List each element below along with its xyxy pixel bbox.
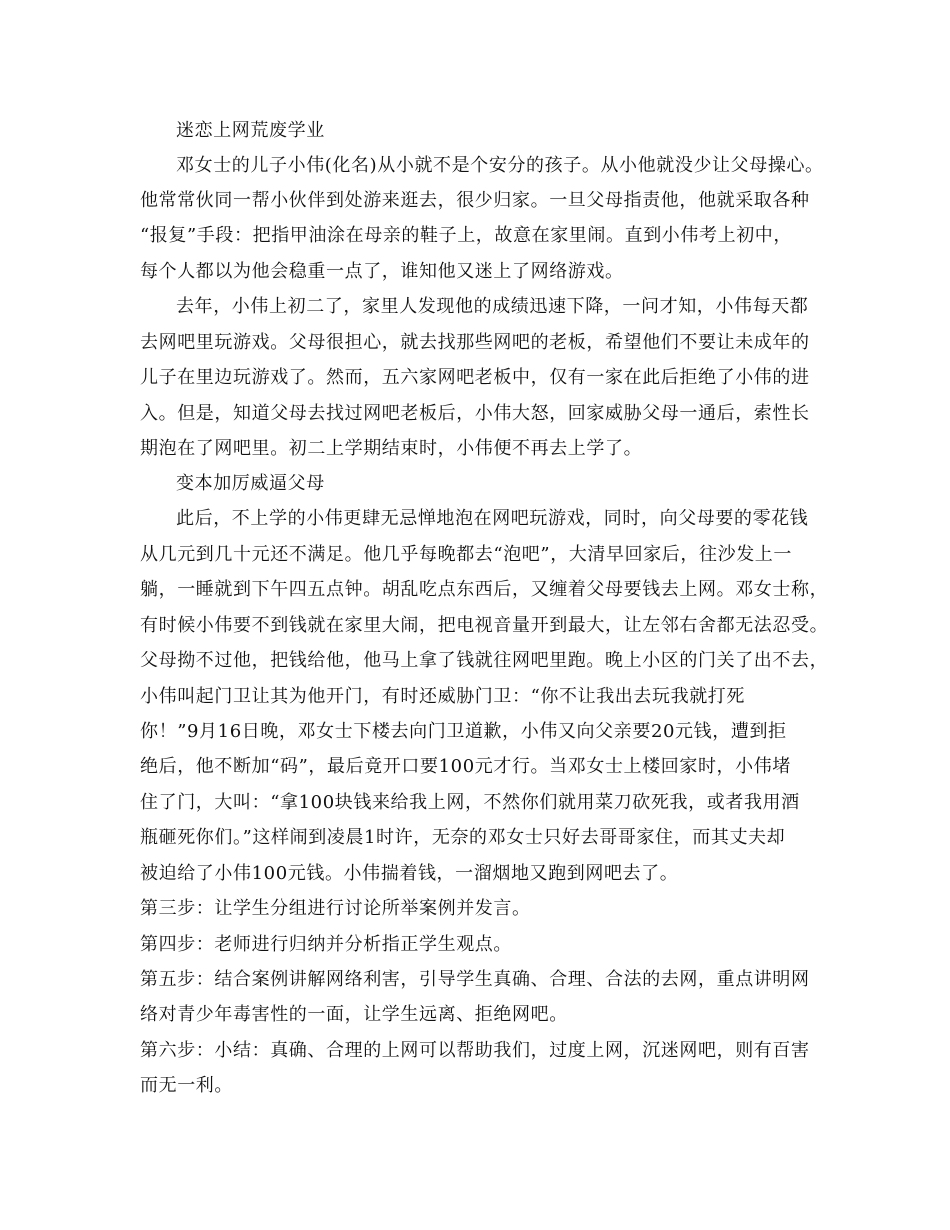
paragraph-line: 每个人都以为他会稳重一点了，谁知他又迷上了网络游戏。 xyxy=(140,261,624,282)
section-heading-escalation: 变本加厉威逼父母 xyxy=(176,473,325,494)
step-six-continued: 而无一利。 xyxy=(140,1075,233,1096)
paragraph-line: 从几元到几十元还不满足。他几乎每晚都去“泡吧”，大清早回家后，往沙发上一 xyxy=(140,544,793,565)
paragraph-line: 有时候小伟要不到钱就在家里大闹，把电视音量开到最大，让左邻右舍都无法忍受。 xyxy=(140,615,829,636)
paragraph-line: 躺，一睡就到下午四五点钟。胡乱吃点东西后，又缠着父母要钱去上网。邓女士称， xyxy=(140,579,829,600)
paragraph-line: “报复”手段：把指甲油涂在母亲的鞋子上，故意在家里闹。直到小伟考上初中， xyxy=(140,225,793,246)
paragraph-line: 你！”9月16日晚，邓女士下楼去向门卫道歉，小伟又向父亲要20元钱，遭到拒 xyxy=(140,721,787,742)
paragraph-line: 他常常伙同一帮小伙伴到处游来逛去，很少归家。一旦父母指责他，他就采取各种 xyxy=(140,190,810,211)
paragraph-line: 绝后，他不断加“码”，最后竟开口要100元才行。当邓女士上楼回家时，小伟堵 xyxy=(140,756,791,777)
paragraph-line: 被迫给了小伟100元钱。小伟揣着钱，一溜烟地又跑到网吧去了。 xyxy=(140,863,679,884)
paragraph-line: 小伟叫起门卫让其为他开门，有时还威胁门卫：“你不让我出去玩我就打死 xyxy=(140,686,745,707)
paragraph-line: 去网吧里玩游戏。父母很担心，就去找那些网吧的老板，希望他们不要让未成年的 xyxy=(140,332,810,353)
step-four: 第四步：老师进行归纳并分析指正学生观点。 xyxy=(140,934,512,955)
step-five-continued: 络对青少年毒害性的一面，让学生远离、拒绝网吧。 xyxy=(140,1004,568,1025)
paragraph-line: 入。但是，知道父母去找过网吧老板后，小伟大怒，回家威胁父母一通后，索性长 xyxy=(140,403,810,424)
paragraph-line: 邓女士的儿子小伟(化名)从小就不是个安分的孩子。从小他就没少让父母操心。 xyxy=(176,155,824,176)
paragraph-line: 儿子在里边玩游戏了。然而，五六家网吧老板中，仅有一家在此后拒绝了小伟的进 xyxy=(140,367,810,388)
step-six: 第六步：小结：真确、合理的上网可以帮助我们，过度上网，沉迷网吧，则有百害 xyxy=(140,1040,810,1061)
paragraph-line: 去年，小伟上初二了，家里人发现他的成绩迅速下降，一问才知，小伟每天都 xyxy=(176,296,809,317)
paragraph-line: 此后，不上学的小伟更肆无忌惮地泡在网吧玩游戏，同时，向父母要的零花钱 xyxy=(176,508,809,529)
paragraph-line: 父母拗不过他，把钱给他，他马上拿了钱就往网吧里跑。晚上小区的门关了出不去， xyxy=(140,650,829,671)
step-five: 第五步：结合案例讲解网络利害，引导学生真确、合理、合法的去网，重点讲明网 xyxy=(140,969,810,990)
paragraph-line: 住了门，大叫：“拿100块钱来给我上网，不然你们就用菜刀砍死我，或者我用酒 xyxy=(140,792,800,813)
paragraph-line: 期泡在了网吧里。初二上学期结束时，小伟便不再去上学了。 xyxy=(140,438,643,459)
step-three: 第三步：让学生分组进行讨论所举案例并发言。 xyxy=(140,898,531,919)
section-heading-addiction: 迷恋上网荒废学业 xyxy=(176,120,325,141)
paragraph-line: 瓶砸死你们。”这样闹到凌晨1时许，无奈的邓女士只好去哥哥家住，而其丈夫却 xyxy=(140,827,786,848)
